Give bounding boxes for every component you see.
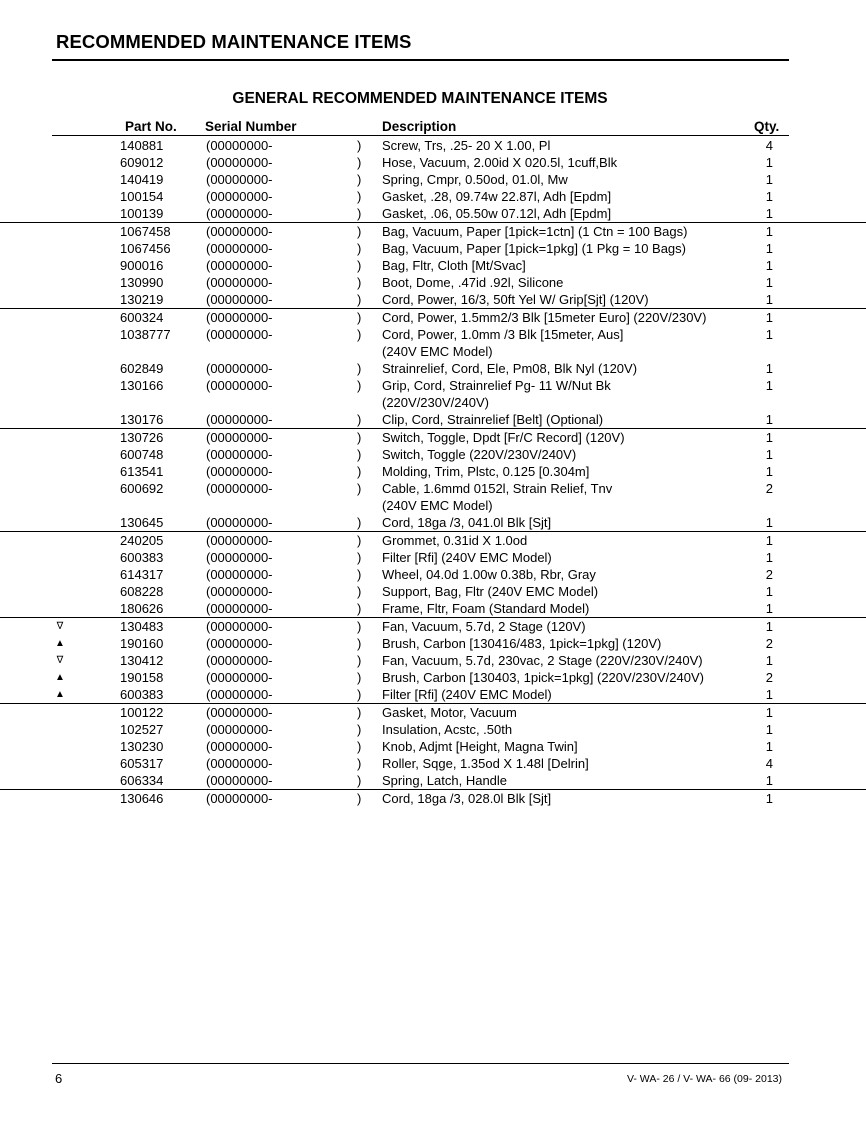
serial-number: (00000000-: [206, 705, 273, 720]
table-row: [0, 686, 866, 703]
quantity: 1: [765, 172, 773, 187]
table-row: [0, 566, 866, 583]
quantity: 1: [765, 189, 773, 204]
parts-table: [0, 137, 866, 807]
part-number: 130166: [120, 378, 164, 393]
table-row: [0, 721, 866, 738]
quantity: 1: [765, 584, 773, 599]
serial-number: (00000000-: [206, 292, 273, 307]
quantity: 1: [765, 275, 773, 290]
serial-close: ): [357, 515, 362, 530]
table-row: [0, 531, 866, 549]
part-number: 130219: [120, 292, 164, 307]
serial-close: ): [357, 241, 362, 256]
table-row: [0, 583, 866, 600]
serial-number: (00000000-: [206, 327, 273, 342]
serial-close: ): [357, 412, 362, 427]
header-divider: [52, 135, 789, 136]
quantity: 1: [765, 533, 773, 548]
description: Cord, 18ga /3, 041.0l Blk [Sjt]: [382, 515, 552, 530]
quantity: 1: [765, 687, 773, 702]
serial-close: ): [357, 378, 362, 393]
table-row: [0, 308, 866, 326]
part-number: 190158: [120, 670, 164, 685]
description: Cord, 18ga /3, 028.0l Blk [Sjt]: [382, 791, 552, 806]
part-number: 240205: [120, 533, 164, 548]
quantity: 1: [765, 378, 773, 393]
serial-close: ): [357, 601, 362, 616]
column-header-qty: Qty.: [754, 119, 780, 134]
serial-close: ): [357, 310, 362, 325]
serial-number: (00000000-: [206, 722, 273, 737]
serial-number: (00000000-: [206, 670, 273, 685]
page-title: RECOMMENDED MAINTENANCE ITEMS: [56, 31, 412, 52]
description: Bag, Vacuum, Paper [1pick=1ctn] (1 Ctn = 100 Bags): [382, 224, 688, 239]
table-row: [0, 154, 866, 171]
row-marker: ∇: [56, 621, 64, 632]
serial-number: (00000000-: [206, 275, 273, 290]
part-number: 600383: [120, 687, 164, 702]
table-row: [0, 738, 866, 755]
description: Switch, Toggle, Dpdt [Fr/C Record] (120V): [382, 430, 625, 445]
quantity: 1: [765, 155, 773, 170]
serial-close: ): [357, 189, 362, 204]
description: Roller, Sqge, 1.35od X 1.48l [Delrin]: [382, 756, 589, 771]
description: Screw, Trs, .25- 20 X 1.00, Pl: [382, 138, 551, 153]
serial-close: ): [357, 670, 362, 685]
serial-close: ): [357, 687, 362, 702]
description: Cord, Power, 1.5mm2/3 Blk [15meter Euro] (220V/230V): [382, 310, 707, 325]
part-number: 100139: [120, 206, 164, 221]
description: Insulation, Acstc, .50th: [382, 722, 513, 737]
part-number: 609012: [120, 155, 164, 170]
serial-number: (00000000-: [206, 241, 273, 256]
table-row: [0, 463, 866, 480]
table-row: [0, 772, 866, 789]
part-number: 600383: [120, 550, 164, 565]
description: Cord, Power, 16/3, 50ft Yel W/ Grip[Sjt] (120V): [382, 292, 649, 307]
serial-number: (00000000-: [206, 791, 273, 806]
serial-close: ): [357, 722, 362, 737]
quantity: 1: [765, 447, 773, 462]
section-title: GENERAL RECOMMENDED MAINTENANCE ITEMS: [232, 90, 608, 107]
quantity: 1: [765, 653, 773, 668]
quantity: 1: [765, 619, 773, 634]
serial-number: (00000000-: [206, 481, 273, 496]
description: Clip, Cord, Strainrelief [Belt] (Optional): [382, 412, 604, 427]
quantity: 1: [765, 361, 773, 376]
part-number: 602849: [120, 361, 164, 376]
serial-number: (00000000-: [206, 756, 273, 771]
table-row: [0, 617, 866, 635]
serial-number: (00000000-: [206, 464, 273, 479]
quantity: 1: [765, 224, 773, 239]
part-number: 130483: [120, 619, 164, 634]
serial-close: ): [357, 258, 362, 273]
serial-close: ): [357, 550, 362, 565]
description: Fan, Vacuum, 5.7d, 230vac, 2 Stage (220V/230V/240V): [382, 653, 703, 668]
description: Grommet, 0.31id X 1.0od: [382, 533, 528, 548]
description: Support, Bag, Fltr (240V EMC Model): [382, 584, 599, 599]
table-row: [0, 703, 866, 721]
table-row: [0, 514, 866, 531]
table-row: [0, 188, 866, 205]
part-number: 180626: [120, 601, 164, 616]
serial-number: (00000000-: [206, 224, 273, 239]
part-number: 1067456: [120, 241, 171, 256]
serial-close: ): [357, 739, 362, 754]
description: Fan, Vacuum, 5.7d, 2 Stage (120V): [382, 619, 586, 634]
part-number: 614317: [120, 567, 164, 582]
serial-close: ): [357, 275, 362, 290]
serial-number: (00000000-: [206, 447, 273, 462]
quantity: 2: [765, 567, 773, 582]
serial-number: (00000000-: [206, 653, 273, 668]
serial-close: ): [357, 292, 362, 307]
serial-number: (00000000-: [206, 619, 273, 634]
quantity: 4: [765, 138, 773, 153]
table-row: [0, 411, 866, 428]
footer-divider: [52, 1063, 789, 1064]
part-number: 130230: [120, 739, 164, 754]
description: Bag, Vacuum, Paper [1pick=1pkg] (1 Pkg = 10 Bags): [382, 241, 686, 256]
table-row: [0, 669, 866, 686]
part-number: 605317: [120, 756, 164, 771]
part-number: 130412: [120, 653, 164, 668]
part-number: 130646: [120, 791, 164, 806]
table-row: [0, 291, 866, 308]
serial-number: (00000000-: [206, 361, 273, 376]
table-row: [0, 240, 866, 257]
table-row: [0, 428, 866, 446]
table-row: [0, 205, 866, 222]
quantity: 1: [765, 705, 773, 720]
serial-close: ): [357, 619, 362, 634]
serial-close: ): [357, 138, 362, 153]
page-number: 6: [55, 1071, 63, 1086]
table-row: [0, 635, 866, 652]
part-number: 130645: [120, 515, 164, 530]
part-number: 1067458: [120, 224, 171, 239]
table-row: [0, 755, 866, 772]
serial-close: ): [357, 705, 362, 720]
description: Switch, Toggle (220V/230V/240V): [382, 447, 577, 462]
serial-number: (00000000-: [206, 412, 273, 427]
table-row: [0, 326, 866, 360]
table-row: [0, 257, 866, 274]
serial-number: (00000000-: [206, 172, 273, 187]
serial-number: (00000000-: [206, 550, 273, 565]
table-row: [0, 549, 866, 566]
quantity: 1: [765, 464, 773, 479]
serial-number: (00000000-: [206, 739, 273, 754]
serial-close: ): [357, 653, 362, 668]
quantity: 1: [765, 292, 773, 307]
part-number: 600748: [120, 447, 164, 462]
quantity: 1: [765, 258, 773, 273]
description: Brush, Carbon [130416/483, 1pick=1pkg] (120V): [382, 636, 662, 651]
serial-close: ): [357, 206, 362, 221]
description: Molding, Trim, Plstc, 0.125 [0.304m]: [382, 464, 590, 479]
quantity: 1: [765, 791, 773, 806]
description: Hose, Vacuum, 2.00id X 020.5l, 1cuff,Blk: [382, 155, 618, 170]
table-row: [0, 446, 866, 463]
serial-number: (00000000-: [206, 310, 273, 325]
column-header-description: Description: [382, 119, 457, 134]
quantity: 1: [765, 206, 773, 221]
description: Grip, Cord, Strainrelief Pg- 11 W/Nut Bk (220V/230V/240V): [382, 378, 611, 410]
quantity: 2: [765, 481, 773, 496]
serial-number: (00000000-: [206, 687, 273, 702]
serial-number: (00000000-: [206, 601, 273, 616]
row-marker: ▲: [55, 672, 65, 683]
row-marker: ∇: [56, 655, 64, 666]
description: Bag, Fltr, Cloth [Mt/Svac]: [382, 258, 526, 273]
quantity: 1: [765, 722, 773, 737]
description: Spring, Cmpr, 0.50od, 01.0l, Mw: [382, 172, 568, 187]
serial-close: ): [357, 430, 362, 445]
serial-close: ): [357, 567, 362, 582]
serial-close: ): [357, 224, 362, 239]
part-number: 140419: [120, 172, 164, 187]
row-marker: ▲: [55, 689, 65, 700]
description: Knob, Adjmt [Height, Magna Twin]: [382, 739, 578, 754]
serial-close: ): [357, 155, 362, 170]
quantity: 1: [765, 601, 773, 616]
part-number: 190160: [120, 636, 164, 651]
quantity: 2: [765, 636, 773, 651]
serial-number: (00000000-: [206, 189, 273, 204]
table-row: [0, 377, 866, 411]
quantity: 1: [765, 412, 773, 427]
column-header-serial-number: Serial Number: [205, 119, 297, 134]
description: Filter [Rfi] (240V EMC Model): [382, 550, 552, 565]
serial-close: ): [357, 756, 362, 771]
description: Strainrelief, Cord, Ele, Pm08, Blk Nyl (120V): [382, 361, 638, 376]
quantity: 2: [765, 670, 773, 685]
serial-number: (00000000-: [206, 773, 273, 788]
table-row: [0, 274, 866, 291]
quantity: 1: [765, 310, 773, 325]
serial-number: (00000000-: [206, 636, 273, 651]
quantity: 1: [765, 430, 773, 445]
serial-close: ): [357, 172, 362, 187]
description: Spring, Latch, Handle: [382, 773, 508, 788]
part-number: 600324: [120, 310, 164, 325]
serial-close: ): [357, 773, 362, 788]
description: Brush, Carbon [130403, 1pick=1pkg] (220V/230V/240V): [382, 670, 704, 685]
part-number: 130990: [120, 275, 164, 290]
quantity: 1: [765, 327, 773, 342]
document-code: V- WA- 26 / V- WA- 66 (09- 2013): [626, 1073, 782, 1085]
serial-number: (00000000-: [206, 533, 273, 548]
description: Frame, Fltr, Foam (Standard Model): [382, 601, 590, 616]
column-header-part-no: Part No.: [125, 119, 177, 134]
table-row: [0, 789, 866, 807]
part-number: 606334: [120, 773, 164, 788]
description: Gasket, .28, 09.74w 22.87l, Adh [Epdm]: [382, 189, 612, 204]
part-number: 613541: [120, 464, 164, 479]
description: Filter [Rfi] (240V EMC Model): [382, 687, 552, 702]
serial-close: ): [357, 791, 362, 806]
serial-number: (00000000-: [206, 258, 273, 273]
serial-number: (00000000-: [206, 567, 273, 582]
description: Cable, 1.6mmd 0152l, Strain Relief, Tnv (240V EMC Model): [382, 481, 613, 513]
row-marker: ▲: [55, 638, 65, 649]
serial-close: ): [357, 636, 362, 651]
serial-close: ): [357, 327, 362, 342]
description: Cord, Power, 1.0mm /3 Blk [15meter, Aus] (240V EMC Model): [382, 327, 624, 359]
quantity: 4: [765, 756, 773, 771]
serial-number: (00000000-: [206, 206, 273, 221]
part-number: 130176: [120, 412, 164, 427]
table-row: [0, 480, 866, 514]
part-number: 140881: [120, 138, 164, 153]
part-number: 600692: [120, 481, 164, 496]
serial-number: (00000000-: [206, 378, 273, 393]
part-number: 102527: [120, 722, 164, 737]
table-row: [0, 222, 866, 240]
serial-close: ): [357, 533, 362, 548]
description: Wheel, 04.0d 1.00w 0.38b, Rbr, Gray: [382, 567, 596, 582]
table-row: [0, 600, 866, 617]
part-number: 900016: [120, 258, 164, 273]
title-divider: [52, 59, 789, 61]
part-number: 130726: [120, 430, 164, 445]
quantity: 1: [765, 241, 773, 256]
serial-number: (00000000-: [206, 515, 273, 530]
serial-close: ): [357, 447, 362, 462]
table-row: [0, 137, 866, 154]
part-number: 100154: [120, 189, 164, 204]
description: Gasket, .06, 05.50w 07.12l, Adh [Epdm]: [382, 206, 612, 221]
description: Gasket, Motor, Vacuum: [382, 705, 517, 720]
quantity: 1: [765, 515, 773, 530]
serial-close: ): [357, 584, 362, 599]
serial-number: (00000000-: [206, 138, 273, 153]
quantity: 1: [765, 550, 773, 565]
table-row: [0, 652, 866, 669]
description: Boot, Dome, .47id .92l, Silicone: [382, 275, 564, 290]
serial-close: ): [357, 481, 362, 496]
serial-number: (00000000-: [206, 155, 273, 170]
part-number: 1038777: [120, 327, 171, 342]
table-row: [0, 360, 866, 377]
part-number: 100122: [120, 705, 164, 720]
serial-number: (00000000-: [206, 584, 273, 599]
serial-number: (00000000-: [206, 430, 273, 445]
serial-close: ): [357, 361, 362, 376]
part-number: 608228: [120, 584, 164, 599]
quantity: 1: [765, 773, 773, 788]
quantity: 1: [765, 739, 773, 754]
serial-close: ): [357, 464, 362, 479]
table-row: [0, 171, 866, 188]
